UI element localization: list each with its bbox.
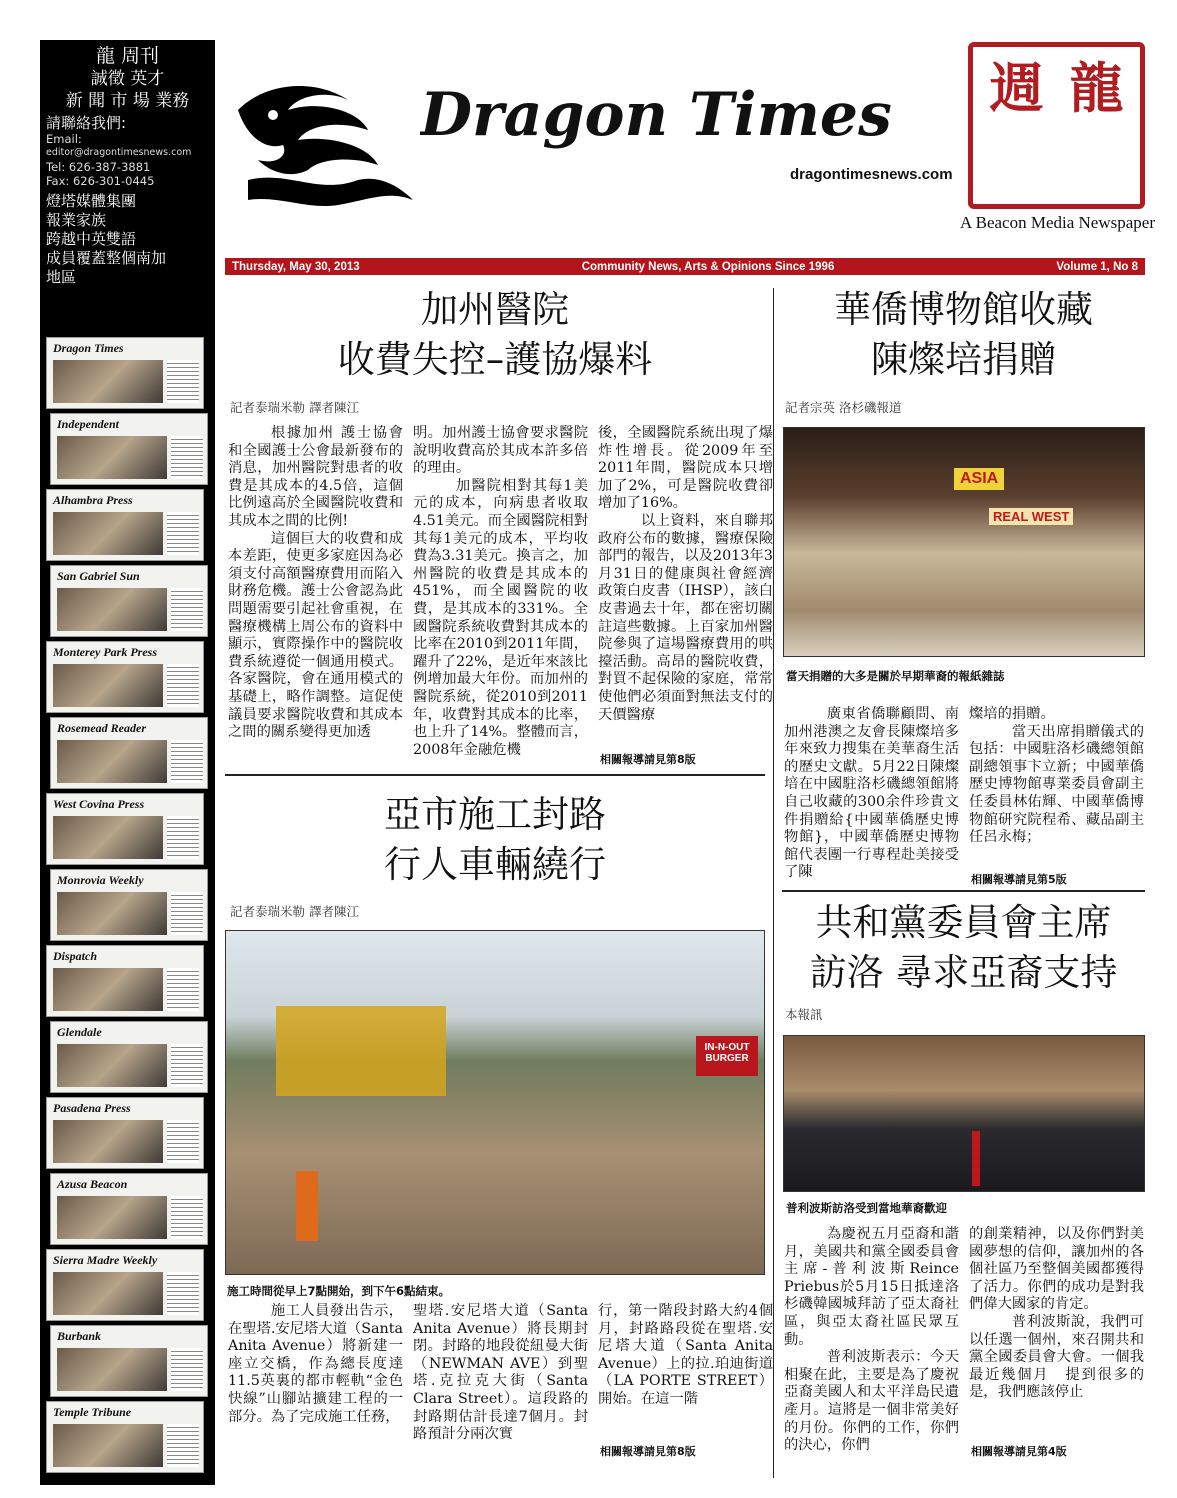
thumbnail-text xyxy=(171,588,203,631)
thumbnail-masthead: Dispatch xyxy=(53,949,98,963)
thumbnail-photo xyxy=(57,1348,167,1391)
sidebar-contact-label: 請聯絡我們: xyxy=(46,114,127,132)
website-url[interactable]: dragontimesnews.com xyxy=(790,166,953,183)
thumbnail-photo xyxy=(57,892,167,935)
headline-line: 加州醫院 xyxy=(421,288,569,331)
thumbnail-photo xyxy=(57,1196,167,1239)
tel: Tel: 626-387-3881 xyxy=(46,160,151,174)
masthead-title: Dragon Times xyxy=(420,80,892,150)
publisher-label: A Beacon Media Newspaper xyxy=(960,213,1155,232)
headline-line: 訪洛 尋求亞裔支持 xyxy=(809,951,1118,994)
section-rule xyxy=(225,774,765,776)
hospital-headline[interactable] xyxy=(225,285,765,385)
thumbnail-photo xyxy=(53,1424,163,1467)
paragraph: 施工人員發出告示，在聖塔.安尼塔大道（Santa Anita Avenue）將新建一座立交橋，作為總長度達11.5英裏的都市輕軌“金色快線”山腳站擴建工程的一部分。為了完成施工任務， xyxy=(228,1303,404,1425)
group-line: 跨越中英雙語 xyxy=(46,230,137,248)
thumbnail-photo xyxy=(57,740,167,783)
thumbnail-photo xyxy=(53,968,163,1011)
thumbnail-masthead: Dragon Times xyxy=(53,341,124,355)
gop-headline[interactable] xyxy=(782,898,1145,998)
issue-date: Thursday, May 30, 2013 xyxy=(232,260,360,273)
headline-line: 陳燦培捐贈 xyxy=(871,338,1056,381)
email-link[interactable]: editor@dragontimesnews.com xyxy=(46,147,192,158)
group-line: 地區 xyxy=(46,268,77,286)
gop-chairman-photo xyxy=(783,1035,1145,1192)
road-headline[interactable] xyxy=(225,790,765,890)
sister-papers-thumbnails xyxy=(40,335,215,1485)
thumbnail-text xyxy=(167,968,199,1011)
thumbnail-text xyxy=(171,1348,203,1391)
thumbnail-text xyxy=(171,740,203,783)
sister-paper-thumbnail[interactable] xyxy=(50,869,208,941)
thumbnail-masthead: Rosemead Reader xyxy=(57,721,146,735)
section-rule xyxy=(782,890,1145,892)
thumbnail-masthead: Pasadena Press xyxy=(53,1101,131,1115)
thumbnail-text xyxy=(167,1424,199,1467)
thumbnail-masthead: Azusa Beacon xyxy=(57,1177,128,1191)
thumbnail-photo xyxy=(53,512,163,555)
photo-sign-text: BURGER xyxy=(705,1053,749,1064)
thumbnail-masthead: San Gabriel Sun xyxy=(57,569,140,583)
red-tie xyxy=(972,1131,980,1186)
thumbnail-masthead: Monterey Park Press xyxy=(53,645,157,659)
thumbnail-text xyxy=(167,1120,199,1163)
hospital-continued-link[interactable]: 相關報導請見第8版 xyxy=(600,753,696,766)
road-photo-caption: 施工時間從早上7點開始，到下午6點結束。 xyxy=(227,1284,451,1298)
sidebar-fields: 新 聞 市 場 業務 xyxy=(65,91,190,111)
thumbnail-text xyxy=(171,1044,203,1087)
paragraph: 當天出席捐贈儀式的包括：中國駐洛杉磯總領館副總領事卞立新；中國華僑歷史博物館專業委員會副主任委員林佑輝、中國華僑博物館研究院程希、藏品副主任呂永梅； xyxy=(969,723,1144,846)
museum-continued-link[interactable]: 相關報導請見第5版 xyxy=(971,873,1067,886)
email-label: Email: xyxy=(46,132,82,146)
road-byline: 記者泰瑞米勒 譯者陳江 xyxy=(230,904,359,919)
paragraph: 這個巨大的收費和成本差距，使更多家庭因為必須支付高額醫療費用而陷入財務危機。護士公會認為此問題需要引起社會重視，在醫療機構上周公布的資料中顯示，實際操作中的醫院收費系統遵從一個通用模式。各家醫院，會在通用模式的基礎上，略作調整。這促使議員要求醫院收費和其成本之間的關系變得更加透 xyxy=(228,530,403,741)
sister-paper-thumbnail[interactable] xyxy=(50,413,208,485)
road-continued-link[interactable]: 相關報導請見第8版 xyxy=(600,1445,696,1458)
recruitment-sidebar xyxy=(40,40,215,335)
headline-line: 行人車輛繞行 xyxy=(384,843,606,886)
group-lines xyxy=(46,192,209,287)
sister-paper-thumbnail[interactable] xyxy=(46,1249,204,1321)
paragraph: 明。加州護士協會要求醫院說明收費高於其成本許多倍的理由。 xyxy=(413,425,588,477)
dragon-weekly-seal-logo: 週 龍 xyxy=(968,42,1145,209)
thumbnail-photo xyxy=(57,436,167,479)
road-col-1 xyxy=(228,1303,403,1426)
thumbnail-masthead: Burbank xyxy=(57,1329,102,1343)
paragraph: 為慶祝五月亞裔和諧月，美國共和黨全國委員會主席-普利波斯Reince Priebus於5月15日抵達洛杉磯韓國城拜訪了亞太裔社區，與亞太裔社區民眾互動。 xyxy=(784,1226,959,1348)
sister-paper-thumbnail[interactable] xyxy=(46,793,204,865)
sister-paper-thumbnail[interactable] xyxy=(50,1173,208,1245)
road-construction-photo xyxy=(225,930,765,1275)
photo-magazine-label: REAL WEST xyxy=(989,508,1073,525)
sidebar-title: 龍 周刊 xyxy=(95,45,160,67)
paragraph: 以上資料，來自聯邦政府公布的數據，醫療保險部門的報告，以及2013年3月31日的健康與社會經濟政策白皮書（IHSP），該白皮書過去十年，都在密切關註這些數據。上百家加州醫院參與了這場醫療費用的哄擡活動。高昂的醫院收費，對買不起保險的家庭，常常使他們必須面對無法支付的天價醫療 xyxy=(598,512,773,723)
sister-paper-thumbnail[interactable] xyxy=(50,1021,208,1093)
paragraph: 普利波斯說，我們可以任選一個州，來召開共和黨全國委員會大會。一個我最近幾個月 提到很多的是，我們應該停止 xyxy=(969,1313,1144,1401)
group-line: 報業家族 xyxy=(46,211,107,229)
group-line: 成員覆蓋整個南加 xyxy=(46,249,167,267)
volume-number: Volume 1, No 8 xyxy=(1056,260,1138,273)
gop-photo-caption: 普利波斯訪洛受到當地華裔歡迎 xyxy=(786,1201,947,1215)
sister-paper-thumbnail[interactable] xyxy=(46,945,204,1017)
gop-col-1 xyxy=(784,1226,959,1455)
thumbnail-photo xyxy=(53,1120,163,1163)
hospital-col-3 xyxy=(598,425,773,724)
thumbnail-photo xyxy=(57,1044,167,1087)
gop-continued-link[interactable]: 相關報導請見第4版 xyxy=(971,1445,1067,1458)
thumbnail-masthead: Independent xyxy=(57,417,120,431)
sister-paper-thumbnail[interactable] xyxy=(46,641,204,713)
thumbnail-text xyxy=(167,664,199,707)
paragraph: 的創業精神，以及你們對美國夢想的信仰，讓加州的各個社區乃至整個美國都獲得了活力。你們的成功是對我們偉大國家的肯定。 xyxy=(969,1226,1144,1313)
fax: Fax: 626-301-0445 xyxy=(46,174,155,188)
headline-line: 共和黨委員會主席 xyxy=(815,901,1112,944)
sister-paper-thumbnail[interactable] xyxy=(46,489,204,561)
sidebar-recruit: 誠徵 英才 xyxy=(90,69,165,89)
group-line: 燈塔媒體集團 xyxy=(46,192,137,210)
excavator xyxy=(276,1006,446,1096)
museum-headline[interactable] xyxy=(782,285,1145,385)
headline-line: 華僑博物館收藏 xyxy=(834,288,1093,331)
photo-magazine-label: ASIA xyxy=(954,468,1004,490)
headline-line: 收費失控–護協爆料 xyxy=(337,338,653,381)
thumbnail-masthead: Monrovia Weekly xyxy=(57,873,144,887)
sister-paper-thumbnail[interactable] xyxy=(46,1097,204,1169)
headline-line: 亞市施工封路 xyxy=(384,793,606,836)
paragraph: 加醫院相對其每1美元的成本，向病患者收取4.51美元。而全國醫院相對其每1美元的成本，平均收費為3.31美元。換言之，加州醫院的收費是其成本的451%，而全國醫院的收費，是其成本的331%。全國醫院系統收費對其成本的比率在2010到2011年間，躍升了22%，是近年來該比例增加最大年份。而加州的醫院系統，從2010到2011年，收費對其成本的比率，也上升了14%。整體而言，2008年金融危機 xyxy=(413,477,588,758)
sister-paper-thumbnail[interactable] xyxy=(46,1401,204,1473)
museum-photo-caption: 當天捐贈的大多是關於早期華裔的報紙雜誌 xyxy=(786,669,1005,683)
gop-col-2 xyxy=(969,1226,1144,1402)
hospital-col-2 xyxy=(413,425,588,759)
museum-byline: 記者宗英 洛杉磯報道 xyxy=(785,400,902,415)
thumbnail-text xyxy=(171,1196,203,1239)
tagline: Community News, Arts & Opinions Since 1996 xyxy=(581,260,835,273)
thumbnail-masthead: Glendale xyxy=(57,1025,102,1039)
thumbnail-text xyxy=(167,512,199,555)
thumbnail-photo xyxy=(53,360,163,403)
museum-col-1 xyxy=(784,706,959,882)
dateline-bar xyxy=(225,258,1145,275)
worker xyxy=(296,1171,318,1241)
column-divider xyxy=(773,288,774,1478)
paragraph: 燦培的捐贈。 xyxy=(969,706,1055,722)
thumbnail-text xyxy=(167,816,199,859)
gop-byline: 本報訊 xyxy=(785,1007,823,1022)
thumbnail-photo xyxy=(53,816,163,859)
road-col-3 xyxy=(598,1303,773,1409)
thumbnail-text xyxy=(171,436,203,479)
sister-paper-thumbnail[interactable] xyxy=(46,337,204,409)
thumbnail-text xyxy=(167,360,199,403)
paragraph: 普利波斯表示：今天相聚在此，主要是為了慶祝亞裔美國人和太平洋島民遺產月。這將是一個非常美好的月份。你們的工作，你們的決心，你們 xyxy=(784,1349,959,1454)
sister-paper-thumbnail[interactable] xyxy=(50,565,208,637)
thumbnail-photo xyxy=(57,588,167,631)
thumbnail-masthead: West Covina Press xyxy=(53,797,145,811)
road-col-2 xyxy=(413,1303,588,1444)
paragraph: 聖塔.安尼塔大道（Santa Anita Avenue）將長期封閉。封路的地段從紐曼大街（NEWMAN AVE）到聖塔.克拉克大街（Santa Clara Street）。這段路的封路期估計長達7個月。封路預計分兩次實 xyxy=(413,1303,588,1443)
hospital-byline: 記者泰瑞米勒 譯者陳江 xyxy=(230,400,359,415)
sister-paper-thumbnail[interactable] xyxy=(50,717,208,789)
thumbnail-text xyxy=(171,892,203,935)
thumbnail-masthead: Temple Tribune xyxy=(53,1405,132,1419)
thumbnail-photo xyxy=(53,1272,163,1315)
dragon-logo-icon xyxy=(228,70,418,220)
photo-sign-text: IN-N-OUT xyxy=(704,1042,750,1053)
thumbnail-photo xyxy=(53,664,163,707)
thumbnail-masthead: Alhambra Press xyxy=(53,493,133,507)
thumbnail-masthead: Sierra Madre Weekly xyxy=(53,1253,158,1267)
paragraph: 廣東省僑聯顧問、南加州港澳之友會長陳燦培多年來致力搜集在美華裔生活的歷史文獻。5月22日陳燦培在中國駐洛杉磯總領館將自己收藏的300余件珍貴文件捐贈給{中國華僑歷史博物館}，中國華僑歷史博物館代表團一行專程赴美接受了陳 xyxy=(784,706,959,881)
paragraph: 後，全國醫院系統出現了爆炸性增長。從2009年至2011年間，醫院成本只增加了2%，可是醫院收費卻增加了16%。 xyxy=(598,425,773,512)
museum-donation-photo xyxy=(783,427,1145,657)
paragraph: 根據加州 護士協會和全國護士公會最新發布的消息，加州醫院對患者的收費是其成本的4.5倍，這個比例遠高於全國醫院收費和其成本之間的比例! xyxy=(228,425,403,529)
sister-paper-thumbnail[interactable] xyxy=(50,1325,208,1397)
paragraph: 行，第一階段封路大約4個月，封路路段從在聖塔.安尼塔大道（Santa Anita Avenue）上的拉.珀迪街道（LA PORTE STREET）開始。在這一階 xyxy=(598,1303,773,1407)
hospital-col-1 xyxy=(228,425,403,742)
museum-col-2 xyxy=(969,706,1144,847)
thumbnail-text xyxy=(167,1272,199,1315)
